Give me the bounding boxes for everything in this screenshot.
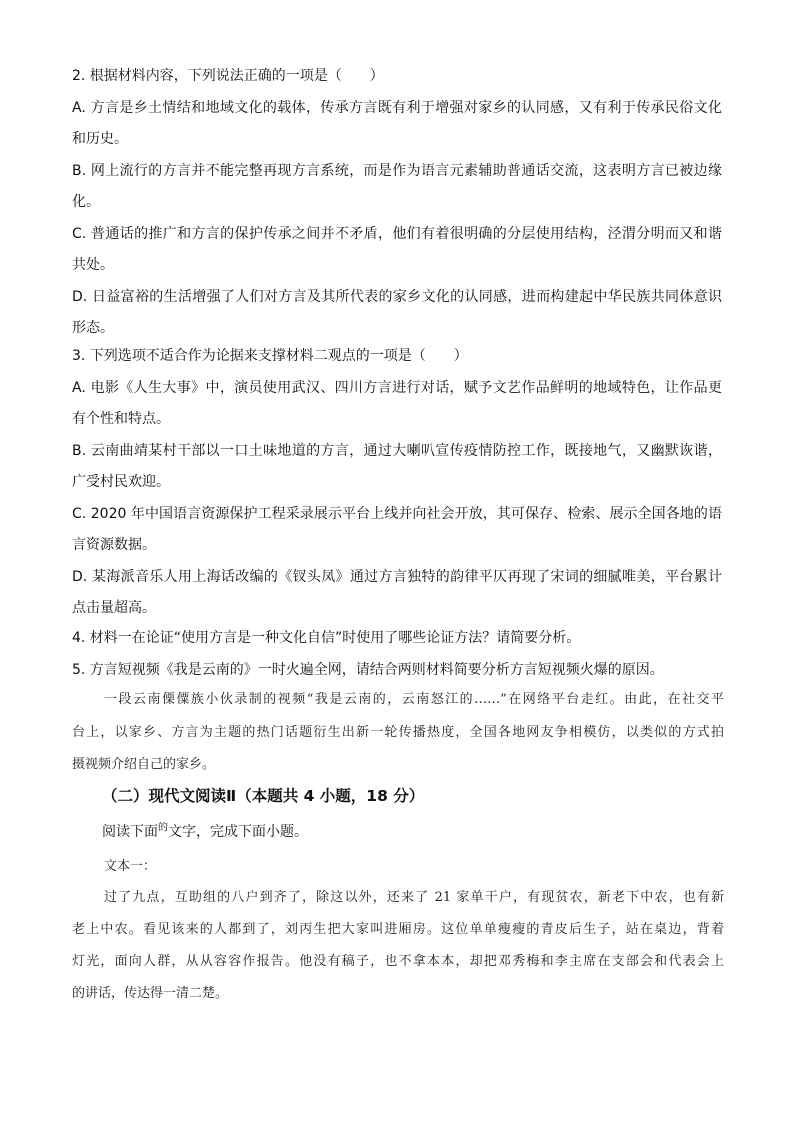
- q2-option-c-line2: 共处。: [72, 257, 114, 273]
- text-one-line4: 的讲话，传达得一清二楚。: [72, 986, 229, 1001]
- q3-option-d-line1: D. 某海派音乐人用上海话改编的《钗头凤》通过方言独特的韵律平仄再现了宋词的细腻唯美，平台累计: [72, 569, 722, 585]
- text-one-label: 文本一：: [104, 859, 157, 874]
- q2-option-a-line2: 和历史。: [72, 131, 128, 147]
- q2-option-d-line1: D. 日益富裕的生活增强了人们对方言及其所代表的家乡文化的认同感，进而构建起中华民族共同体意识: [72, 289, 722, 305]
- section-heading: （二）现代文阅读Ⅱ（本题共 4 小题，18 分）: [102, 787, 425, 805]
- text-one-line1: 过了九点，互助组的八户到齐了，除这以外，还来了 21 家单干户，有现贫农，新老下中农，也有新: [104, 890, 724, 905]
- q3-option-c-line1: C. 2020 年中国语言资源保护工程采录展示平台上线并向社会开放，其可保存、检索、展示全国各地的语: [72, 506, 722, 522]
- q2-option-d-line2: 形态。: [72, 320, 114, 336]
- q3-option-b-line2: 广受村民欢迎。: [72, 474, 170, 490]
- material-line3: 摄视频介绍自己的家乡。: [72, 757, 216, 772]
- material-line1: 一段云南傈僳族小伙录制的视频“我是云南的，云南怒江的……”在网络平台走红。由此，在社交平: [104, 692, 724, 707]
- q3-option-c-line2: 言资源数据。: [72, 537, 156, 553]
- q3-option-a-line2: 有个性和特点。: [72, 411, 170, 427]
- q2-option-b-line2: 化。: [72, 194, 100, 210]
- text-one-line3: 灯光，面向人群，从从容容作报告。他没有稿子，也不拿本本，却把邓秀梅和李主席在支部会和代表会上: [72, 954, 724, 969]
- q3-option-b-line1: B. 云南曲靖某村干部以一口土味地道的方言，通过大喇叭宣传疫情防控工作，既接地气，又幽默诙谐，: [72, 443, 722, 459]
- q3-option-d-line2: 点击量超高。: [72, 600, 156, 616]
- question-2-stem: 2. 根据材料内容，下列说法正确的一项是（ ）: [72, 68, 384, 84]
- q2-option-a-line1: A. 方言是乡土情结和地域文化的载体，传承方言既有利于增强对家乡的认同感，又有利于传承民俗文化: [72, 100, 722, 116]
- instruction-text-pre: 阅读下面: [102, 824, 158, 840]
- instruction-superscript: 的: [158, 822, 168, 834]
- q3-option-a-line1: A. 电影《人生大事》中，演员使用武汉、四川方言进行对话，赋予文艺作品鲜明的地域特色，让作品更: [72, 380, 722, 396]
- question-4: 4. 材料一在论证“使用方言是一种文化自信”时使用了哪些论证方法？请简要分析。: [72, 630, 581, 646]
- question-3-stem: 3. 下列选项不适合作为论据来支撑材料二观点的一项是（ ）: [72, 348, 468, 364]
- reading-instruction: [102, 822, 722, 842]
- instruction-text-post: 文字，完成下面小题。: [168, 824, 308, 840]
- q2-option-c-line1: C. 普通话的推广和方言的保护传承之间并不矛盾，他们有着很明确的分层使用结构，泾渭分明而又和谐: [72, 226, 722, 242]
- q2-option-b-line1: B. 网上流行的方言并不能完整再现方言系统，而是作为语言元素辅助普通话交流，这表明方言已被边缘: [72, 163, 722, 179]
- material-line2: 台上，以家乡、方言为主题的热门话题衍生出新一轮传播热度，全国各地网友争相模仿，以类似的方式拍: [72, 725, 724, 740]
- text-one-line2: 老上中农。看见该来的人都到了，刘丙生把大家叫进厢房。这位单单瘦瘦的青皮后生子，站在桌边，背着: [72, 922, 724, 937]
- question-5: 5. 方言短视频《我是云南的》一时火遍全网，请结合两则材料简要分析方言短视频火爆的原因。: [72, 662, 664, 678]
